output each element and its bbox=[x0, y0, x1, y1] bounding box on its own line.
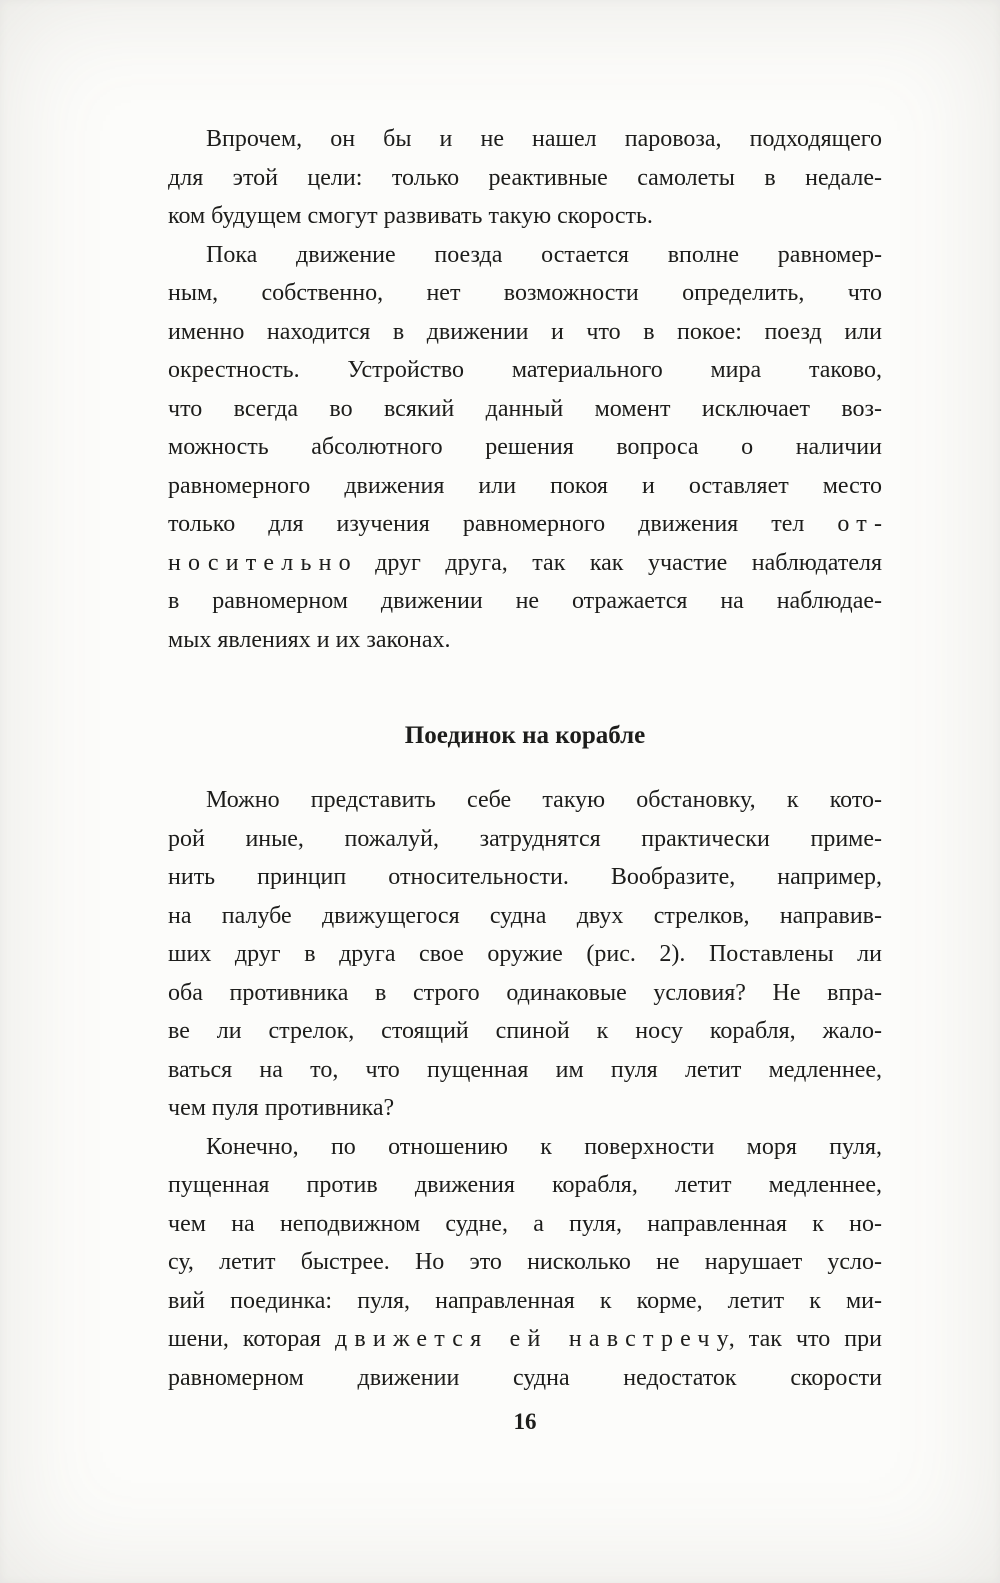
text-segment: Впрочем, он бы и не нашел паровоза, подходящего bbox=[206, 126, 882, 152]
text-line bbox=[168, 1282, 882, 1321]
text-segment: окрестность. Устройство материального мира таково, bbox=[168, 357, 882, 383]
text-segment: друг друга, так как участие наблюдателя bbox=[350, 549, 882, 576]
paragraph bbox=[168, 781, 882, 1128]
text-segment: ших друг в друга свое оружие (рис. 2). Поставлены ли bbox=[168, 941, 882, 967]
section-heading: Поединок на корабле bbox=[404, 722, 646, 749]
text-line bbox=[168, 1320, 882, 1359]
text-line bbox=[168, 1128, 882, 1167]
text-line bbox=[168, 120, 882, 159]
text-segment: именно находится в движении и что в покое: поезд или bbox=[168, 318, 882, 345]
text-segment: Конечно, по отношению к поверхности моря пуля, bbox=[206, 1133, 882, 1160]
text-segment: шени, которая bbox=[168, 1326, 335, 1352]
text-segment: Пока движение поезда остается вполне равномер- bbox=[206, 241, 882, 268]
text-line bbox=[168, 1243, 882, 1282]
text-line bbox=[168, 1205, 882, 1244]
text-line bbox=[168, 1089, 882, 1128]
text-segment: что всегда во всякий данный момент исключает воз- bbox=[168, 395, 882, 422]
text-line bbox=[168, 428, 882, 467]
text-line bbox=[168, 820, 882, 859]
text-segment: ве ли стрелок, стоящий спиной к носу корабля, жало- bbox=[168, 1018, 882, 1044]
text-line bbox=[168, 974, 882, 1013]
text-segment: ком будущем смогут развивать такую скорость. bbox=[168, 203, 653, 229]
text-segment: равномерного движения или покоя и оставляет место bbox=[168, 472, 882, 499]
text-line bbox=[168, 467, 882, 506]
text-line bbox=[168, 858, 882, 897]
text-segment: рой иные, пожалуй, затруднятся практически приме- bbox=[168, 825, 882, 852]
text-line bbox=[168, 935, 882, 974]
text-segment: Можно представить себе такую обстановку, к кото- bbox=[206, 787, 882, 813]
text-segment: , так что при bbox=[728, 1326, 882, 1352]
text-segment: нить принцип относительности. Вообразите, например, bbox=[168, 864, 882, 890]
text-segment: чем на неподвижном судне, а пуля, направленная к но- bbox=[168, 1210, 882, 1237]
page-content bbox=[168, 120, 890, 1435]
text-line bbox=[168, 159, 882, 198]
text-line bbox=[168, 897, 882, 936]
text-blocks bbox=[168, 120, 890, 1397]
text-segment: равномерном движении судна недостаток скорости bbox=[168, 1364, 882, 1391]
text-line bbox=[168, 544, 882, 583]
text-segment: чем пуля противника? bbox=[168, 1095, 395, 1121]
text-segment: на палубе движущегося судна двух стрелков, направив- bbox=[168, 902, 882, 929]
text-line bbox=[168, 582, 882, 621]
text-line bbox=[168, 1012, 882, 1051]
text-line bbox=[168, 1051, 882, 1090]
text-line bbox=[168, 1166, 882, 1205]
paragraph bbox=[168, 236, 890, 660]
text-segment: ваться на то, что пущенная им пуля летит медленнее, bbox=[168, 1056, 882, 1083]
text-line bbox=[168, 274, 882, 313]
text-segment: можность абсолютного решения вопроса о наличии bbox=[168, 434, 882, 460]
text-segment: ным, собственно, нет возможности определить, что bbox=[168, 280, 882, 306]
paragraph bbox=[168, 1128, 882, 1398]
page-number: 16 bbox=[513, 1409, 537, 1434]
text-segment: вий поединка: пуля, направленная к корме, летит к ми- bbox=[168, 1287, 882, 1314]
text-line bbox=[168, 781, 882, 820]
letter-spaced-text: от- bbox=[837, 511, 890, 537]
text-line bbox=[168, 390, 882, 429]
letter-spaced-text: движется ей навстречу bbox=[334, 1326, 736, 1352]
text-segment: только для изучения равномерного движения тел bbox=[168, 511, 838, 537]
text-line bbox=[168, 313, 882, 352]
text-line bbox=[168, 1359, 882, 1398]
paragraph bbox=[168, 120, 882, 236]
text-segment: для этой цели: только реактивные самолеты в недале- bbox=[168, 164, 882, 191]
text-line bbox=[168, 621, 882, 660]
text-segment: пущенная против движения корабля, летит медленнее, bbox=[168, 1172, 882, 1198]
text-segment: су, летит быстрее. Но это нисколько не нарушает усло- bbox=[168, 1249, 882, 1275]
text-segment: в равномерном движении не отражается на наблюдае- bbox=[168, 588, 882, 614]
text-line bbox=[168, 236, 882, 275]
text-line bbox=[168, 351, 882, 390]
text-line bbox=[168, 197, 882, 236]
letter-spaced-text: носительно bbox=[168, 549, 358, 576]
text-line bbox=[168, 505, 890, 544]
text-segment: мых явлениях и их законах. bbox=[168, 626, 451, 653]
text-segment: оба противника в строго одинаковые условия? Не впра- bbox=[168, 979, 882, 1006]
